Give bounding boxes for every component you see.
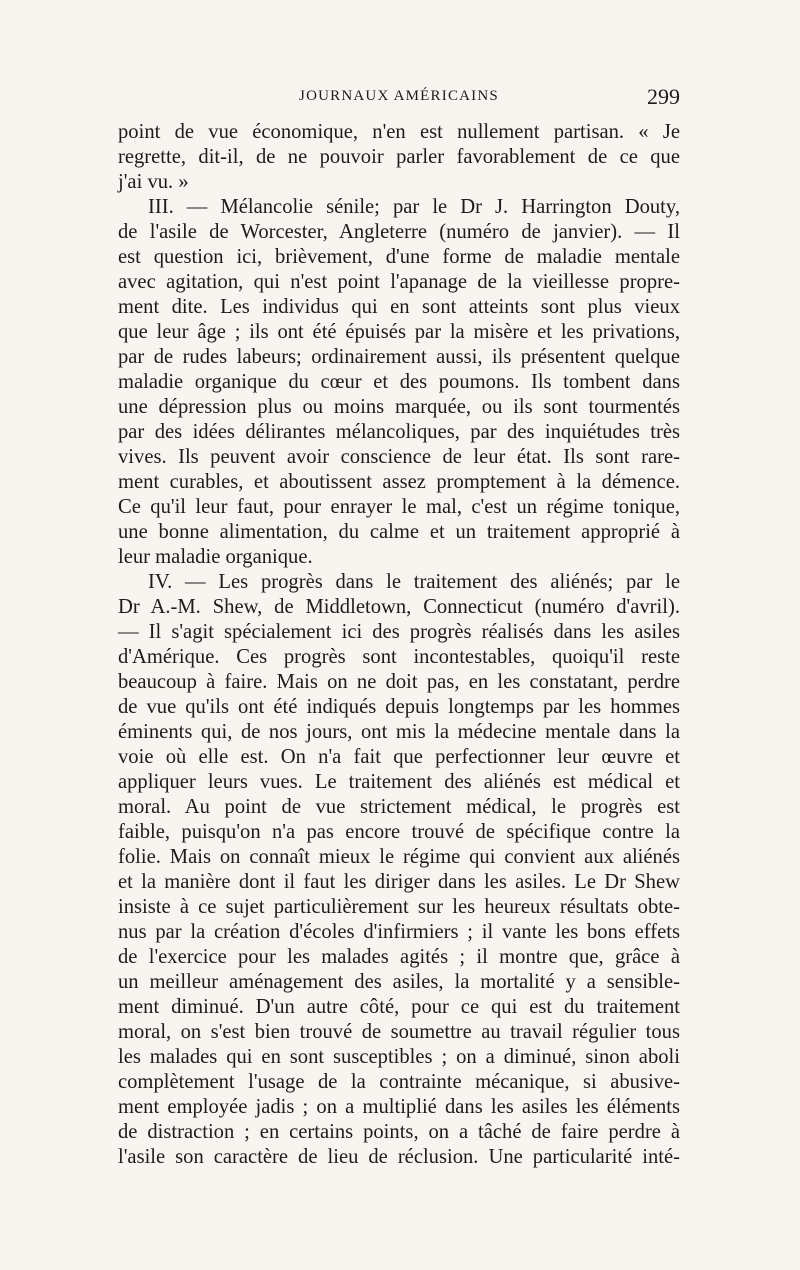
text-line: appliquer leurs vues. Le traitement des aliénés est médical et xyxy=(118,771,680,793)
text-line: IV. — Les progrès dans le traitement des aliénés; par le xyxy=(148,571,680,593)
text-line: et la manière dont il faut les diriger dans les asiles. Le Dr Shew xyxy=(118,871,680,893)
text-line: voie où elle est. On n'a fait que perfectionner leur œuvre et xyxy=(118,746,680,768)
text-line: ment employée jadis ; on a multiplié dans les asiles les éléments xyxy=(118,1096,680,1118)
body-text xyxy=(118,120,680,1170)
text-line: nus par la création d'écoles d'infirmiers ; il vante les bons effets xyxy=(118,921,680,943)
text-line: de distraction ; en certains points, on a tâché de faire perdre à xyxy=(118,1121,680,1143)
text-line: est question ici, brièvement, d'une forme de maladie mentale xyxy=(118,246,680,268)
text-line: folie. Mais on connaît mieux le régime qui convient aux aliénés xyxy=(118,846,680,868)
text-line: les malades qui en sont susceptibles ; on a diminué, sinon aboli xyxy=(118,1046,680,1068)
text-line: point de vue économique, n'en est nullement partisan. « Je xyxy=(118,121,680,143)
text-line: par des idées délirantes mélancoliques, par des inquiétudes très xyxy=(118,421,680,443)
text-line: ment curables, et aboutissent assez promptement à la démence. xyxy=(118,471,680,493)
text-line: une bonne alimentation, du calme et un traitement approprié à xyxy=(118,521,680,543)
text-line: ment dite. Les individus qui en sont atteints sont plus vieux xyxy=(118,296,680,318)
text-line: — Il s'agit spécialement ici des progrès réalisés dans les asiles xyxy=(118,621,680,643)
text-line: moral. Au point de vue strictement médical, le progrès est xyxy=(118,796,680,818)
text-line: un meilleur aménagement des asiles, la mortalité y a sensible- xyxy=(118,971,680,993)
text-line: éminents qui, de nos jours, ont mis la médecine mentale dans la xyxy=(118,721,680,743)
text-line: faible, puisqu'on n'a pas encore trouvé de spécifique contre la xyxy=(118,821,680,843)
page-number: 299 xyxy=(647,84,680,109)
text-line: de l'asile de Worcester, Angleterre (numéro de janvier). — Il xyxy=(118,221,680,243)
text-line: Ce qu'il leur faut, pour enrayer le mal, c'est un régime tonique, xyxy=(118,496,680,518)
text-line: ment diminué. D'un autre côté, pour ce qui est du traitement xyxy=(118,996,680,1018)
text-line: de l'exercice pour les malades agités ; il montre que, grâce à xyxy=(118,946,680,968)
running-head: JOURNAUX AMÉRICAINS xyxy=(299,88,499,104)
text-line: l'asile son caractère de lieu de réclusion. Une particularité inté- xyxy=(118,1146,680,1168)
text-line: d'Amérique. Ces progrès sont incontestables, quoiqu'il reste xyxy=(118,646,680,668)
text-line: j'ai vu. » xyxy=(118,171,189,193)
text-line: complètement l'usage de la contrainte mécanique, si abusive- xyxy=(118,1071,680,1093)
page-header xyxy=(118,84,680,114)
text-line: insiste à ce sujet particulièrement sur les heureux résultats obte- xyxy=(118,896,680,918)
text-line: moral, on s'est bien trouvé de soumettre au travail régulier tous xyxy=(118,1021,680,1043)
text-line: par de rudes labeurs; ordinairement aussi, ils présentent quelque xyxy=(118,346,680,368)
text-line: vives. Ils peuvent avoir conscience de leur état. Ils sont rare- xyxy=(118,446,680,468)
text-line: regrette, dit-il, de ne pouvoir parler favorablement de ce que xyxy=(118,146,680,168)
text-line: de vue qu'ils ont été indiqués depuis longtemps par les hommes xyxy=(118,696,680,718)
text-line: que leur âge ; ils ont été épuisés par la misère et les privations, xyxy=(118,321,680,343)
text-line: maladie organique du cœur et des poumons. Ils tombent dans xyxy=(118,371,680,393)
text-line: beaucoup à faire. Mais on ne doit pas, en les constatant, perdre xyxy=(118,671,680,693)
text-line: avec agitation, qui n'est point l'apanage de la vieillesse propre- xyxy=(118,271,680,293)
text-line: Dr A.-M. Shew, de Middletown, Connecticut (numéro d'avril). xyxy=(118,596,680,618)
text-line: III. — Mélancolie sénile; par le Dr J. Harrington Douty, xyxy=(148,196,680,218)
text-line: une dépression plus ou moins marquée, ou ils sont tourmentés xyxy=(118,396,680,418)
text-line: leur maladie organique. xyxy=(118,546,313,568)
